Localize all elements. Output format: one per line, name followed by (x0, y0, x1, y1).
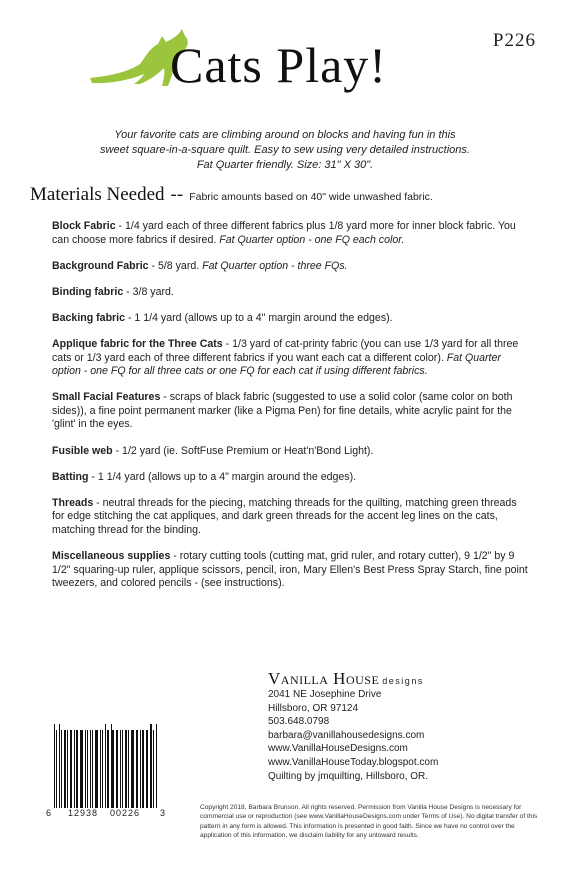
material-option: Fat Quarter option - three FQs. (202, 259, 348, 272)
contact-phone: 503.648.0798 (268, 716, 330, 728)
barcode-bar (150, 724, 152, 808)
material-label: Binding fabric (52, 285, 124, 298)
material-option: Fat Quarter option - one FQ for all three cats or one FQ for each cat if using different fabrics. (52, 351, 501, 378)
barcode-bar (136, 730, 137, 808)
intro-line: Your favorite cats are climbing around on blocks and having fun in this (114, 129, 456, 141)
barcode-digits: 12938 (68, 808, 99, 818)
copyright-notice: Copyright 2018, Barbara Brunson. All rights reserved. Permission from Vanilla House Designs is necessary for commercial use or reproduction (see www.VanillaHouseDesigns.com under Terms of Use). No digital transfer of this pattern in any form is allowed. This information is presented in good faith. Since we have no control over the application of this information, we disclaim liability for any untoward results. (200, 804, 538, 840)
material-item (52, 260, 530, 274)
brand-name: Vanilla House (268, 669, 380, 688)
barcode-bar (100, 730, 101, 808)
material-text: - rotary cutting tools (cutting mat, grid ruler, and rotary cutter), 9 1/2" by 9 1/2" squaring-up ruler, applique scissors, pencil, iron, Mary Ellen's Best Press Spray Starch, fine point tweezers, and colored pencils - (see instructions). (52, 550, 528, 590)
barcode-bar (116, 730, 117, 808)
material-text: - scraps of black fabric (suggested to use a solid color (same color on both sides)), a fine point permanent marker (like a Pigma Pen) for fine details, white acrylic paint for the 'glint' in the eyes. (52, 391, 513, 431)
barcode-bar (76, 730, 77, 808)
barcode-bar (156, 724, 157, 808)
brand-suffix: designs (382, 676, 424, 686)
barcode-bar (59, 724, 60, 808)
barcode-digit: 6 (46, 808, 52, 818)
barcode-bar (112, 730, 113, 808)
material-item (52, 391, 530, 432)
barcode-bar (56, 730, 57, 808)
barcode-bar (147, 730, 148, 808)
barcode-bar (64, 730, 66, 808)
material-item (52, 471, 530, 485)
intro-line: sweet square-in-a-square quilt. Easy to sew using very detailed instructions. (100, 144, 470, 156)
material-text: - neutral threads for the piecing, matching threads for the quilting, matching green threads for edge stitching the cat appliques, and dark green threads for the accent leg lines on the cats, matching thread for the binding. (52, 496, 517, 536)
barcode-digit: 3 (160, 808, 166, 818)
barcode-bar (74, 730, 75, 808)
barcode-bar (140, 730, 141, 808)
barcode-bar (132, 730, 133, 808)
material-text: - 1/4 yard each of three different fabrics plus 1/8 yard more for inner block fabric. You can choose more fabrics if desired. (52, 220, 516, 246)
barcode-bar (67, 730, 68, 808)
barcode-bars (54, 724, 158, 808)
barcode-bar (122, 730, 123, 808)
materials-list (52, 220, 530, 603)
contact-quilting: Quilting by jmquilting, Hillsboro, OR. (268, 770, 429, 782)
material-option: Fat Quarter option - one FQ each color. (219, 233, 405, 246)
barcode-bar (96, 730, 97, 808)
materials-heading: Materials Needed (30, 184, 165, 205)
pattern-number: P226 (492, 30, 536, 51)
contact-email[interactable]: barbara@vanillahousedesigns.com (268, 729, 425, 741)
material-item (52, 497, 530, 538)
material-label: Threads (52, 496, 94, 509)
barcode-digits: 00226 (110, 808, 141, 818)
barcode-bar (107, 730, 109, 808)
contact-block (268, 688, 438, 783)
barcode-bar (92, 730, 93, 808)
material-text: - 1/2 yard (ie. SoftFuse Premium or Heat'n'Bond Light). (112, 444, 374, 457)
intro-text (60, 128, 510, 173)
barcode-bar (142, 730, 143, 808)
barcode-bar (70, 730, 71, 808)
material-text: - 1 1/4 yard (allows up to a 4" margin around the edges). (125, 311, 393, 324)
materials-header (30, 184, 550, 208)
barcode-bar (105, 724, 106, 808)
page-title: Cats Play! (170, 37, 387, 93)
material-label: Miscellaneous supplies (52, 550, 171, 562)
barcode-bar (80, 730, 81, 808)
material-label: Small Facial Features (52, 391, 161, 404)
brand-logo (268, 670, 424, 688)
barcode-bar (117, 730, 118, 808)
barcode-bar (87, 730, 88, 808)
barcode-bar (95, 730, 96, 808)
material-item (52, 445, 530, 459)
material-label: Batting (52, 470, 89, 483)
barcode-bar (85, 730, 86, 808)
barcode-bar (131, 730, 132, 808)
materials-note: Fabric amounts based on 40" wide unwashed fabric. (189, 191, 433, 203)
barcode-bar (71, 730, 72, 808)
barcode-bar (102, 730, 103, 808)
materials-dash: -- (170, 184, 184, 205)
material-item (52, 312, 530, 326)
material-item (52, 338, 530, 379)
barcode-bar (125, 730, 127, 808)
material-label: Fusible web (52, 444, 113, 457)
material-label: Background Fabric (52, 259, 149, 272)
contact-website[interactable]: www.VanillaHouseDesigns.com (268, 743, 408, 755)
barcode-bar (146, 730, 147, 808)
barcode-bar (111, 724, 112, 808)
material-text: - 1/3 yard of cat-printy fabric (you can use 1/3 yard for all three cats or 1/3 yard each of three different fabrics if you want each cat a different color). (52, 337, 519, 364)
material-item (52, 220, 530, 247)
material-label: Block Fabric (52, 220, 116, 232)
material-text: - 5/8 yard. (148, 259, 203, 272)
barcode-bar (54, 724, 55, 808)
barcode-bar (120, 730, 121, 808)
material-item (52, 286, 530, 300)
barcode-bar (61, 730, 62, 808)
barcode-bar (81, 730, 83, 808)
material-text: - 1 1/4 yard (allows up to a 4" margin around the edges). (88, 470, 357, 483)
barcode-bar (137, 730, 138, 808)
contact-address: 2041 NE Josephine Drive (268, 689, 382, 700)
material-text: - 3/8 yard. (123, 285, 174, 298)
contact-city: Hillsboro, OR 97124 (268, 702, 359, 714)
contact-blog[interactable]: www.VanillaHouseToday.blogspot.com (268, 756, 439, 768)
material-label: Applique fabric for the Three Cats (52, 337, 223, 350)
intro-line: Fat Quarter friendly. Size: 31" X 30". (196, 159, 374, 171)
barcode (46, 724, 166, 820)
barcode-bar (153, 730, 154, 808)
material-item (52, 550, 530, 591)
material-label: Backing fabric (52, 311, 126, 324)
barcode-bar (128, 730, 129, 808)
barcode-bar (90, 730, 91, 808)
